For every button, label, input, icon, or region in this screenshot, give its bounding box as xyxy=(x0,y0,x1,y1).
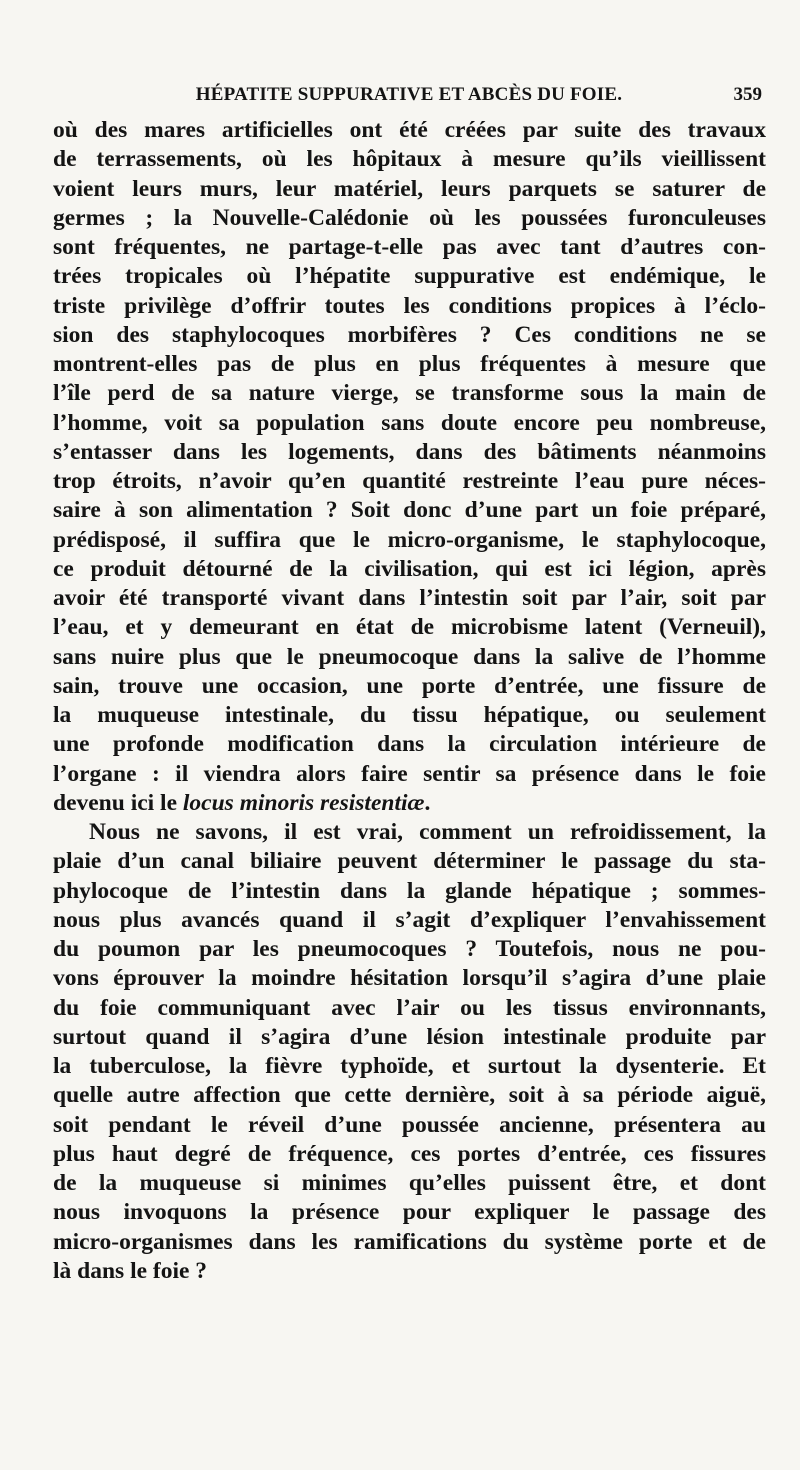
body-text xyxy=(53,116,766,1286)
text-line: trop étroits, n’avoir qu’en quantité restreinte l’eau pure néces- xyxy=(53,468,766,494)
text-line: s’entasser dans les logements, dans des bâtiments néanmoins xyxy=(53,438,766,465)
text-line: nous invoquons la présence pour expliquer le passage des xyxy=(53,1199,766,1226)
text-line: du poumon par les pneumocoques ? Toutefois, nous ne pou- xyxy=(53,936,766,962)
text-line: de terrassements, où les hôpitaux à mesure qu’ils vieillissent xyxy=(53,146,766,173)
text-line: plus haut degré de fréquence, ces portes d’entrée, ces fissures xyxy=(53,1140,766,1167)
text-line: germes ; la Nouvelle-Calédonie où les poussées furonculeuses xyxy=(53,204,766,231)
page-number: 359 xyxy=(733,84,762,105)
text-line: triste privilège d’offrir toutes les conditions propices à l’éclo- xyxy=(53,292,766,319)
text-line: plaie d’un canal biliaire peuvent déterminer le passage du sta- xyxy=(53,848,766,875)
text-line: nous plus avancés quand il s’agit d’expliquer l’envahissement xyxy=(53,906,766,933)
text-segment: . xyxy=(424,789,431,816)
text-line: où des mares artificielles ont été créées par suite des travaux xyxy=(53,117,766,143)
text-line: micro-organismes dans les ramifications du système porte et de xyxy=(53,1228,766,1255)
text-line: l’île perd de sa nature vierge, se transforme sous la main de xyxy=(53,380,766,407)
text-line: trées tropicales où l’hépatite suppurative est endémique, le xyxy=(53,263,766,290)
text-line: surtout quand il s’agira d’une lésion intestinale produite par xyxy=(53,1023,766,1050)
text-line-last xyxy=(53,789,766,818)
running-title: HÉPATITE SUPPURATIVE ET ABCÈS DU FOIE. xyxy=(195,84,623,105)
text-line: phylocoque de l’intestin dans la glande hépatique ; sommes- xyxy=(53,877,766,904)
text-line: Nous ne savons, il est vrai, comment un refroidissement, la xyxy=(89,819,766,845)
text-line: ce produit détourné de la civilisation, qui est ici légion, après xyxy=(53,555,766,582)
text-line: voient leurs murs, leur matériel, leurs parquets se saturer de xyxy=(53,175,766,202)
latin-phrase: locus minoris resistentiæ xyxy=(182,789,425,816)
text-line: l’eau, et y demeurant en état de microbisme latent (Verneuil), xyxy=(53,614,766,641)
text-line: la tuberculose, la fièvre typhoïde, et surtout la dysenterie. Et xyxy=(53,1053,766,1079)
text-line: l’homme, voit sa population sans doute encore peu nombreuse, xyxy=(53,409,766,436)
text-line: vons éprouver la moindre hésitation lorsqu’il s’agira d’une plaie xyxy=(53,965,766,992)
text-line: l’organe : il viendra alors faire sentir sa présence dans le foie xyxy=(53,760,766,787)
paragraph-2 xyxy=(53,818,766,1286)
text-line: une profonde modification dans la circulation intérieure de xyxy=(53,731,766,758)
text-segment: devenu ici le xyxy=(53,789,183,816)
text-line: montrent-elles pas de plus en plus fréquentes à mesure que xyxy=(53,351,766,377)
text-line: sans nuire plus que le pneumocoque dans la salive de l’homme xyxy=(53,643,766,670)
running-head xyxy=(54,84,764,110)
text-line: sain, trouve une occasion, une porte d’entrée, une fissure de xyxy=(53,672,766,699)
text-line: avoir été transporté vivant dans l’intestin soit par l’air, soit par xyxy=(53,585,766,611)
text-line: sion des staphylocoques morbifères ? Ces conditions ne se xyxy=(53,321,766,348)
text-line-last: là dans le foie ? xyxy=(53,1257,208,1284)
text-line: saire à son alimentation ? Soit donc d’une part un foie préparé, xyxy=(53,497,766,524)
paragraph-1 xyxy=(53,116,766,818)
text-line: la muqueuse intestinale, du tissu hépatique, ou seulement xyxy=(53,702,766,728)
text-line: prédisposé, il suffira que le micro-organisme, le staphylocoque, xyxy=(53,526,766,553)
text-line: quelle autre affection que cette dernière, soit à sa période aiguë, xyxy=(53,1082,766,1109)
text-line: du foie communiquant avec l’air ou les tissus environnants, xyxy=(53,994,766,1021)
text-line: de la muqueuse si minimes qu’elles puissent être, et dont xyxy=(53,1170,766,1196)
text-line: sont fréquentes, ne partage-t-elle pas avec tant d’autres con- xyxy=(53,234,766,260)
text-line: soit pendant le réveil d’une poussée ancienne, présentera au xyxy=(53,1111,766,1138)
